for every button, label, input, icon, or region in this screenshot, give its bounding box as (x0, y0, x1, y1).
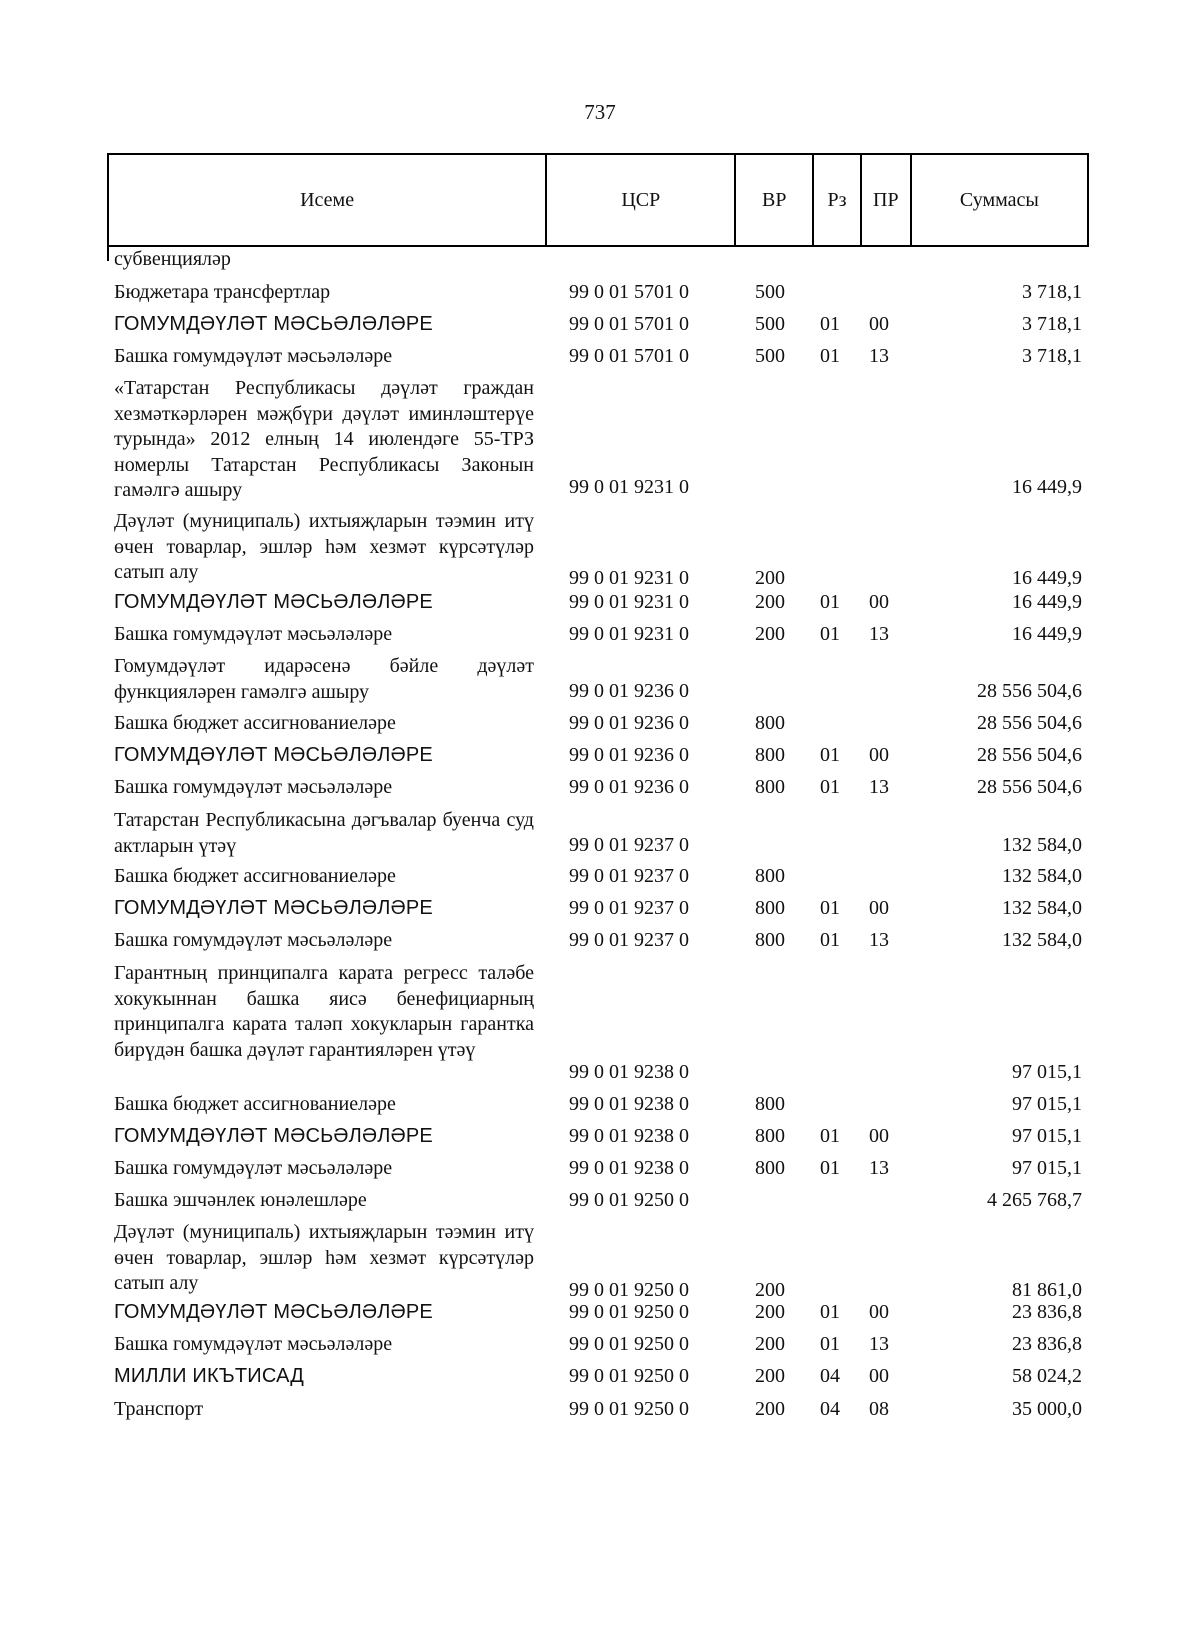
row-sum: 23 836,8 (1012, 1333, 1082, 1355)
table-row (0, 808, 1200, 858)
row-csr: 99 0 01 9250 0 (569, 1333, 689, 1355)
row-pr: 13 (869, 623, 889, 645)
row-pr: 08 (869, 1398, 889, 1420)
row-name: ГОМУМДӘҮЛӘТ МӘСЬӘЛӘЛӘРЕ (114, 1125, 433, 1147)
row-csr: 99 0 01 9237 0 (569, 865, 689, 887)
row-sum: 28 556 504,6 (977, 680, 1082, 702)
row-pr: 13 (869, 776, 889, 798)
row-name: Гарантның принципалга карата регресс таләбе хокукыннан башка яисә бенефициарның принципалга карата таләп хокукларын гарантка бирүдән башка дәүләт гарантияләрен үтәү (114, 962, 534, 1061)
row-name: ГОМУМДӘҮЛӘТ МӘСЬӘЛӘЛӘРЕ (114, 897, 433, 919)
row-sum: 28 556 504,6 (977, 776, 1082, 798)
row-name: Дәүләт (муниципаль) ихтыяҗларын тәэмин итү өчен товарлар, эшләр һәм хезмәт күрсәтүләр сатып алу (114, 1221, 534, 1294)
row-name: МИЛЛИ ИКЪТИСАД (114, 1365, 305, 1387)
row-rz: 01 (820, 1125, 840, 1147)
row-pr: 00 (869, 1125, 889, 1147)
row-name: «Татарстан Республикасы дәүләт граждан хезмәткәрләрен мәҗбүри дәүләт иминләштерүе турында» 2012 елның 14 июлендәге 55-ТРЗ номерлы Татарстан Республикасы Законын гамәлгә ашыру (114, 377, 534, 501)
row-rz: 01 (820, 345, 840, 367)
row-sum: 97 015,1 (1012, 1093, 1082, 1115)
row-vr: 200 (755, 1279, 785, 1301)
row-rz: 01 (820, 1301, 840, 1323)
row-vr: 200 (755, 1398, 785, 1420)
row-sum: 16 449,9 (1012, 476, 1082, 498)
row-pr: 00 (869, 744, 889, 766)
row-pr: 00 (869, 313, 889, 335)
row-csr: 99 0 01 5701 0 (569, 313, 689, 335)
row-vr: 800 (755, 865, 785, 887)
row-sum: 35 000,0 (1012, 1398, 1082, 1420)
row-csr: 99 0 01 9231 0 (569, 476, 689, 498)
table-row (0, 711, 1200, 736)
table-row (0, 344, 1200, 369)
table-row (0, 1220, 1200, 1303)
row-vr: 200 (755, 1301, 785, 1323)
row-vr: 800 (755, 776, 785, 798)
table-row (0, 622, 1200, 647)
row-rz: 04 (820, 1398, 840, 1420)
row-sum: 97 015,1 (1012, 1061, 1082, 1083)
row-vr: 500 (755, 281, 785, 303)
row-vr: 800 (755, 1125, 785, 1147)
row-pr: 13 (869, 345, 889, 367)
table-row (0, 509, 1200, 591)
row-name: Башка бюджет ассигнованиеләре (114, 1093, 396, 1115)
row-pr: 00 (869, 591, 889, 613)
table-row (0, 654, 1200, 704)
table-row (0, 961, 1200, 1085)
row-pr: 13 (869, 1333, 889, 1355)
header-rz: Рз (812, 155, 860, 245)
row-pr: 13 (869, 1157, 889, 1179)
table-row (0, 376, 1200, 500)
table-row (0, 280, 1200, 305)
row-csr: 99 0 01 9236 0 (569, 680, 689, 702)
row-csr: 99 0 01 9250 0 (569, 1301, 689, 1323)
row-vr: 800 (755, 712, 785, 734)
row-sum: 16 449,9 (1012, 591, 1082, 613)
row-name: ГОМУМДӘҮЛӘТ МӘСЬӘЛӘЛӘРЕ (114, 744, 433, 766)
row-sum: 16 449,9 (1012, 623, 1082, 645)
table-row (0, 590, 1200, 615)
row-sum: 16 449,9 (1012, 567, 1082, 589)
row-vr: 500 (755, 313, 785, 335)
row-pr: 00 (869, 1365, 889, 1387)
row-vr: 800 (755, 744, 785, 766)
row-vr: 200 (755, 567, 785, 589)
header-name: Исеме (300, 188, 355, 211)
row-pr: 13 (869, 929, 889, 951)
row-csr: 99 0 01 9250 0 (569, 1398, 689, 1420)
row-name: ГОМУМДӘҮЛӘТ МӘСЬӘЛӘЛӘРЕ (114, 591, 433, 613)
row-name: Башка гомумдәүләт мәсьәләләре (114, 623, 393, 645)
row-sum: 132 584,0 (1002, 897, 1082, 919)
header-sum: Суммасы (910, 155, 1087, 245)
row-csr: 99 0 01 5701 0 (569, 281, 689, 303)
table-header (107, 153, 1089, 247)
row-name: Транспорт (114, 1398, 204, 1420)
table-row (0, 1364, 1200, 1389)
row-name: Бюджетара трансфертлар (114, 281, 331, 303)
row-sum: 97 015,1 (1012, 1157, 1082, 1179)
row-rz: 01 (820, 929, 840, 951)
row-name: Башка бюджет ассигнованиеләре (114, 865, 396, 887)
page-number: 737 (584, 100, 616, 124)
row-sum: 132 584,0 (1002, 834, 1082, 856)
row-name: ГОМУМДӘҮЛӘТ МӘСЬӘЛӘЛӘРЕ (114, 1301, 433, 1323)
row-csr: 99 0 01 9238 0 (569, 1061, 689, 1083)
row-csr: 99 0 01 9238 0 (569, 1157, 689, 1179)
row-rz: 01 (820, 1157, 840, 1179)
row-csr: 99 0 01 9236 0 (569, 776, 689, 798)
row-name: Башка гомумдәүләт мәсьәләләре (114, 776, 393, 798)
table-row (0, 1092, 1200, 1117)
row-csr: 99 0 01 9231 0 (569, 591, 689, 613)
row-name: Башка гомумдәүләт мәсьәләләре (114, 1333, 393, 1355)
table-row (0, 928, 1200, 953)
row-name: Башка бюджет ассигнованиеләре (114, 712, 396, 734)
row-csr: 99 0 01 9237 0 (569, 834, 689, 856)
row-vr: 800 (755, 929, 785, 951)
row-sum: 4 265 768,7 (987, 1189, 1082, 1211)
row-sum: 58 024,2 (1012, 1365, 1082, 1387)
row-name: Татарстан Республикасына дәгъвалар буенча суд актларын үтәү (114, 809, 534, 857)
row-csr: 99 0 01 9250 0 (569, 1365, 689, 1387)
row-sum: 23 836,8 (1012, 1301, 1082, 1323)
row-vr: 200 (755, 591, 785, 613)
header-csr: ЦСР (545, 155, 734, 245)
row-csr: 99 0 01 9231 0 (569, 567, 689, 589)
row-csr: 99 0 01 9236 0 (569, 712, 689, 734)
row-sum: 132 584,0 (1002, 865, 1082, 887)
row-csr: 99 0 01 9231 0 (569, 623, 689, 645)
row-name: Башка гомумдәүләт мәсьәләләре (114, 345, 393, 367)
row-rz: 01 (820, 1333, 840, 1355)
table-row (0, 775, 1200, 800)
table-row (0, 896, 1200, 921)
row-rz: 01 (820, 591, 840, 613)
row-csr: 99 0 01 9236 0 (569, 744, 689, 766)
row-name: Башка гомумдәүләт мәсьәләләре (114, 929, 393, 951)
row-sum: 81 861,0 (1012, 1279, 1082, 1301)
table-row (0, 1188, 1200, 1213)
row-name: Башка эшчәнлек юнәлешләре (114, 1189, 367, 1211)
table-row (0, 1156, 1200, 1181)
row-csr: 99 0 01 9238 0 (569, 1125, 689, 1147)
row-csr: 99 0 01 5701 0 (569, 345, 689, 367)
row-sum: 97 015,1 (1012, 1125, 1082, 1147)
header-vr: ВР (734, 155, 812, 245)
row-vr: 200 (755, 1365, 785, 1387)
row-name: субвенцияләр (114, 248, 231, 270)
row-sum: 132 584,0 (1002, 929, 1082, 951)
row-csr: 99 0 01 9237 0 (569, 897, 689, 919)
table-row (0, 1300, 1200, 1325)
row-pr: 00 (869, 1301, 889, 1323)
row-sum: 28 556 504,6 (977, 712, 1082, 734)
row-rz: 01 (820, 744, 840, 766)
row-sum: 28 556 504,6 (977, 744, 1082, 766)
row-sum: 3 718,1 (1022, 345, 1082, 367)
row-rz: 01 (820, 897, 840, 919)
row-vr: 800 (755, 1093, 785, 1115)
header-pr: ПР (860, 155, 910, 245)
row-rz: 04 (820, 1365, 840, 1387)
row-rz: 01 (820, 776, 840, 798)
row-vr: 800 (755, 1157, 785, 1179)
row-name: Гомумдәүләт идарәсенә бәйле дәүләт функцияләрен гамәлгә ашыру (114, 655, 534, 703)
row-sum: 3 718,1 (1022, 281, 1082, 303)
row-rz: 01 (820, 623, 840, 645)
row-csr: 99 0 01 9237 0 (569, 929, 689, 951)
table-row (0, 247, 1200, 273)
row-name: Башка гомумдәүләт мәсьәләләре (114, 1157, 393, 1179)
row-vr: 500 (755, 345, 785, 367)
row-csr: 99 0 01 9250 0 (569, 1279, 689, 1301)
row-vr: 200 (755, 623, 785, 645)
row-name: Дәүләт (муниципаль) ихтыяҗларын тәэмин итү өчен товарлар, эшләр һәм хезмәт күрсәтүләр сатып алу (114, 510, 534, 583)
row-pr: 00 (869, 897, 889, 919)
row-rz: 01 (820, 313, 840, 335)
table-row (0, 1332, 1200, 1357)
table-row (0, 1397, 1200, 1422)
row-sum: 3 718,1 (1022, 313, 1082, 335)
row-csr: 99 0 01 9238 0 (569, 1093, 689, 1115)
row-vr: 200 (755, 1333, 785, 1355)
row-csr: 99 0 01 9250 0 (569, 1189, 689, 1211)
row-name: ГОМУМДӘҮЛӘТ МӘСЬӘЛӘЛӘРЕ (114, 313, 433, 335)
table-row (0, 1124, 1200, 1149)
table-row (0, 864, 1200, 889)
table-row (0, 743, 1200, 768)
row-vr: 800 (755, 897, 785, 919)
table-row (0, 312, 1200, 337)
